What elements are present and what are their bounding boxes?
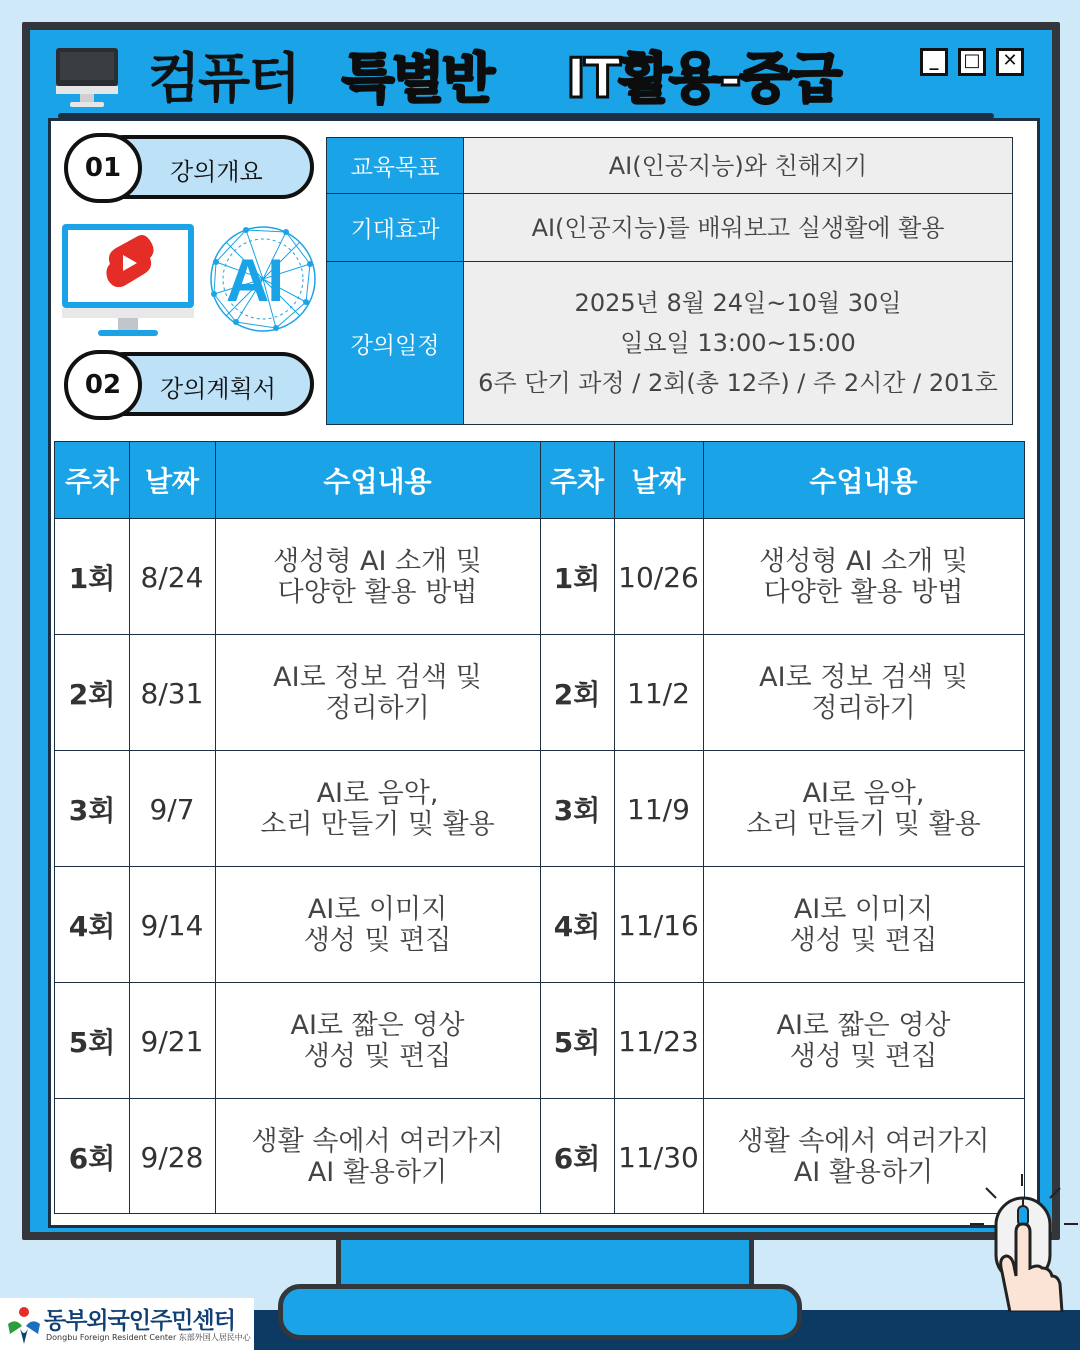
schedule-table — [54, 441, 1025, 1214]
week-cell: 6회 — [553, 1142, 601, 1175]
header-date-2: 날짜 — [631, 465, 686, 498]
header-week-2: 주차 — [549, 465, 605, 498]
monitor-stand-base — [278, 1284, 802, 1340]
week-cell: 6회 — [68, 1142, 116, 1175]
center-logo-icon — [6, 1304, 42, 1344]
info-value-goal — [463, 138, 1012, 194]
date-cell: 9/14 — [140, 908, 204, 942]
center-logo — [0, 1298, 254, 1350]
info-head-schedule: 강의일정 — [327, 262, 463, 424]
mouse-click-icon — [968, 1172, 1080, 1312]
center-subtitle: Dongbu Foreign Resident Center 东部外国人居民中心 — [46, 1333, 251, 1342]
content-cell: AI로 짧은 영상 생성 및 편집 — [290, 1010, 465, 1072]
week-cell: 2회 — [68, 678, 116, 711]
ai-badge-text: AI — [226, 247, 282, 314]
date-cell: 11/16 — [618, 908, 699, 942]
content-cell: 생성형 AI 소개 및 다양한 활용 방법 — [759, 546, 968, 608]
info-head-goal: 교육목표 — [327, 138, 463, 194]
week-cell: 1회 — [553, 562, 601, 595]
center-name: 동부외국인주민센터 — [44, 1308, 235, 1334]
content-cell: AI로 이미지 생성 및 편집 — [789, 894, 938, 956]
week-cell: 4회 — [553, 910, 601, 943]
info-row-effect — [327, 194, 1012, 262]
date-cell: 9/21 — [140, 1024, 204, 1058]
content-cell: AI로 짧은 영상 생성 및 편집 — [776, 1010, 951, 1072]
column-divider — [215, 442, 216, 1213]
desktop-computer-icon — [54, 44, 120, 110]
week-cell: 2회 — [553, 678, 601, 711]
info-head-effect: 기대효과 — [327, 194, 463, 262]
date-cell: 10/26 — [618, 560, 699, 594]
info-effect-line: AI(인공지능)를 배워보고 실생활에 활용 — [531, 213, 945, 242]
header-content-2: 수업내용 — [809, 465, 918, 498]
section-number-02: 02 — [64, 350, 142, 420]
week-cell: 4회 — [68, 910, 116, 943]
column-divider — [703, 442, 704, 1213]
week-cell: 1회 — [68, 562, 116, 595]
week-cell: 3회 — [68, 794, 116, 827]
date-cell: 9/7 — [149, 792, 195, 826]
content-cell: AI로 이미지 생성 및 편집 — [303, 894, 452, 956]
date-cell: 11/9 — [627, 792, 690, 826]
week-cell: 5회 — [553, 1026, 601, 1059]
title-part-special: 특별반 — [342, 47, 493, 110]
header-week-1: 주차 — [64, 465, 120, 498]
info-schedule-time: 일요일 13:00~15:00 — [620, 329, 856, 357]
content-cell: AI로 정보 검색 및 정리하기 — [273, 662, 482, 724]
header-date-1: 날짜 — [144, 465, 200, 498]
info-schedule-period: 2025년 8월 24일~10월 30일 — [574, 289, 902, 317]
content-cell: AI로 음악, 소리 만들기 및 활용 — [260, 778, 495, 840]
column-divider — [129, 442, 130, 1213]
content-cell: 생성형 AI 소개 및 다양한 활용 방법 — [273, 546, 482, 608]
info-value-effect — [463, 194, 1012, 262]
section-label-overview: 강의개요 — [170, 158, 263, 186]
date-cell: 8/31 — [140, 676, 204, 710]
date-cell: 11/23 — [618, 1024, 699, 1058]
week-cell: 3회 — [553, 794, 601, 827]
info-row-goal — [327, 138, 1012, 194]
title-underline — [58, 113, 994, 119]
week-cell: 5회 — [68, 1026, 116, 1059]
content-cell: 생활 속에서 여러가지 AI 활용하기 — [737, 1126, 990, 1188]
title-part-it-level: IT활용-중급 — [566, 47, 840, 110]
close-button[interactable]: ✕ — [996, 48, 1024, 76]
maximize-button[interactable]: □ — [958, 48, 986, 76]
date-cell: 11/2 — [627, 676, 690, 710]
content-cell: AI로 음악, 소리 만들기 및 활용 — [746, 778, 981, 840]
header-content-1: 수업내용 — [323, 465, 432, 498]
title-part-computer: 컴퓨터 — [148, 47, 299, 110]
minimize-button[interactable]: _ — [920, 48, 948, 76]
monitor-video-icon — [60, 222, 196, 340]
date-cell: 8/24 — [140, 560, 204, 594]
content-cell: AI로 정보 검색 및 정리하기 — [759, 662, 968, 724]
section-label-plan: 강의계획서 — [160, 375, 276, 403]
info-row-schedule — [327, 262, 1012, 424]
column-divider — [614, 442, 615, 1213]
date-cell: 9/28 — [140, 1140, 204, 1174]
course-info-table — [326, 137, 1013, 425]
date-cell: 11/30 — [618, 1140, 699, 1174]
info-value-schedule — [463, 262, 1012, 424]
info-schedule-format: 6주 단기 과정 / 2회(총 12주) / 주 2시간 / 201호 — [478, 369, 998, 397]
info-goal-line: AI(인공지능)와 친해지기 — [608, 151, 868, 180]
column-divider — [540, 442, 541, 1213]
content-cell: 생활 속에서 여러가지 AI 활용하기 — [251, 1126, 504, 1188]
section-number-01: 01 — [64, 133, 142, 203]
